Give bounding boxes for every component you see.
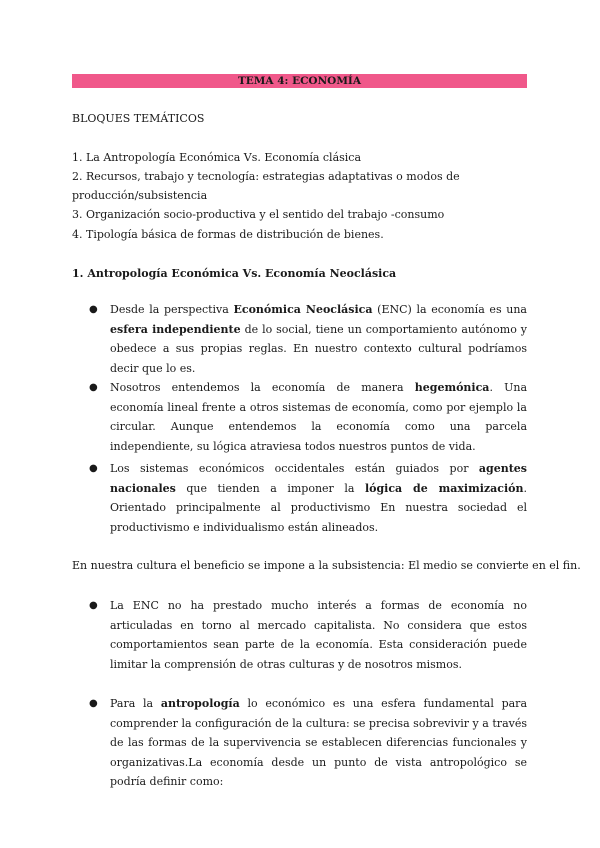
topic-item: 3. Organización socio-productiva y el sentido del trabajo -consumo — [72, 208, 445, 221]
topic-item: 1. La Antropología Económica Vs. Economía clásica — [72, 151, 362, 164]
bullet-icon: ● — [89, 304, 98, 315]
topic-item: producción/subsistencia — [72, 189, 208, 202]
bullet-icon: ● — [89, 600, 98, 611]
bullet-paragraph: La ENC no ha prestado mucho interés a formas de economía no articuladas en torno al mercado capitalista. No considera que estos comportamientos sean parte de la economía. Esta consideración puede limitar la comprensión de otras culturas y de nosotros mismos. — [110, 599, 527, 671]
topic-item: 4. Tipología básica de formas de distribución de bienes. — [72, 228, 384, 241]
section-heading: 1. Antropología Económica Vs. Economía Neoclásica — [72, 267, 397, 280]
body-text: En nuestra cultura el beneficio se impone a la subsistencia: El medio se convierte en el fin. — [72, 559, 581, 572]
bullet-paragraph: Nosotros entendemos la economía de manera hegemónica. Una economía lineal frente a otros sistemas de economía, como por ejemplo la circular. Aunque entendemos la economía como una parcela independiente, su lógica atraviesa todos nuestros puntos de vida. — [110, 381, 527, 453]
page-title: TEMA 4: ECONOMÍA — [72, 74, 527, 88]
bullet-paragraph: Para la antropología lo económico es una esfera fundamental para comprender la configuración de la cultura: se precisa sobrevivir y a través de las formas de la supervivencia se establecen diferencias funcionales y organizativas.La economía desde un punto de vista antropológico se podría definir como: — [110, 697, 527, 788]
topic-item: 2. Recursos, trabajo y tecnología: estrategias adaptativas o modos de — [72, 170, 460, 183]
bullet-icon: ● — [89, 463, 98, 474]
bullet-paragraph: Desde la perspectiva Económica Neoclásica (ENC) la economía es una esfera independiente de lo social, tiene un comportamiento autónomo y obedece a sus propias reglas. En nuestro contexto cultural podríamos decir que lo es. — [110, 303, 527, 375]
bullet-icon: ● — [89, 698, 98, 709]
blocks-heading: BLOQUES TEMÁTICOS — [72, 112, 205, 125]
bullet-icon: ● — [89, 382, 98, 393]
bullet-paragraph: Los sistemas económicos occidentales están guiados por agentes nacionales que tienden a imponer la lógica de maximización. Orientado principalmente al productivismo En nuestra sociedad el productivismo e individualismo están alineados. — [110, 462, 527, 534]
